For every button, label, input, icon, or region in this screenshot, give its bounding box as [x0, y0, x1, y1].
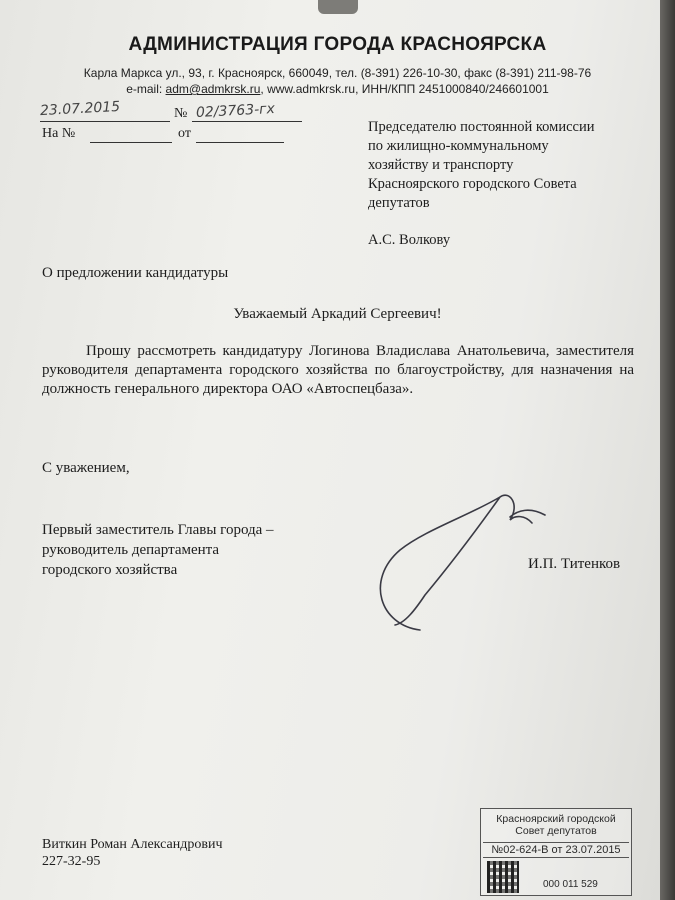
date-line	[40, 121, 170, 122]
letter-subject: О предложении кандидатуры	[42, 265, 229, 281]
outgoing-number: 02/3763-гх	[195, 100, 276, 122]
stamp-barcode-number: 000 011 529	[543, 879, 598, 890]
recipient-block	[368, 118, 648, 213]
executor-name: Виткин Роман Александрович	[42, 837, 223, 852]
recipient-line: по жилищно-коммунальному	[368, 138, 549, 154]
executor-phone: 227-32-95	[42, 854, 101, 869]
organization-title: АДМИНИСТРАЦИЯ ГОРОДА КРАСНОЯРСКА	[128, 34, 547, 55]
signer-position-line: городского хозяйства	[42, 562, 178, 578]
organization-contacts	[0, 82, 675, 96]
stamp-line1: Красноярский городской	[496, 813, 616, 825]
coat-of-arms-icon	[318, 0, 358, 14]
signer-position-line: Первый заместитель Главы города –	[42, 522, 274, 538]
signer-position-line: руководитель департамента	[42, 542, 220, 558]
recipient-name: А.С. Волкову	[368, 232, 451, 248]
signer-position	[42, 520, 342, 580]
email-link[interactable]: adm@admkrsk.ru	[165, 82, 261, 96]
closing: С уважением,	[42, 460, 130, 476]
salutation: Уважаемый Аркадий Сергеевич!	[233, 306, 442, 322]
organization-address: Карла Маркса ул., 93, г. Красноярск, 660049, тел. (8-391) 226-10-30, факс (8-391) 211-98-76	[83, 66, 592, 80]
stamp-registration: №02-624-В от 23.07.2015	[483, 842, 629, 858]
letter-body: Прошу рассмотреть кандидатуру Логинова Владислава Анатольевича, заместителя руководителя департамента городского хозяйства по благоустройству, для назначения на должность генерального директора ОАО «Автоспецбаза».	[42, 343, 634, 397]
signer-name: И.П. Титенков	[528, 556, 621, 572]
number-line	[192, 121, 302, 122]
reference-label: На №	[42, 126, 76, 141]
recipient-line: депутатов	[368, 195, 430, 211]
executor-block	[42, 836, 223, 870]
from-label: от	[178, 126, 191, 141]
registration-stamp	[480, 808, 632, 896]
qr-code-icon	[487, 861, 519, 893]
email-label: e-mail:	[126, 82, 166, 96]
outgoing-date: 23.07.2015	[39, 98, 121, 120]
recipient-line: Красноярского городского Совета	[368, 176, 577, 192]
recipient-line: хозяйству и транспорту	[368, 157, 514, 173]
reference-line	[90, 142, 172, 143]
recipient-line: Председателю постоянной комиссии	[368, 119, 595, 135]
web-inn-text: , www.admkrsk.ru, ИНН/КПП 2451000840/246601001	[260, 82, 549, 96]
number-label: №	[174, 106, 188, 121]
background-edge	[660, 0, 675, 900]
from-line	[196, 142, 284, 143]
stamp-line2: Совет депутатов	[515, 825, 597, 837]
